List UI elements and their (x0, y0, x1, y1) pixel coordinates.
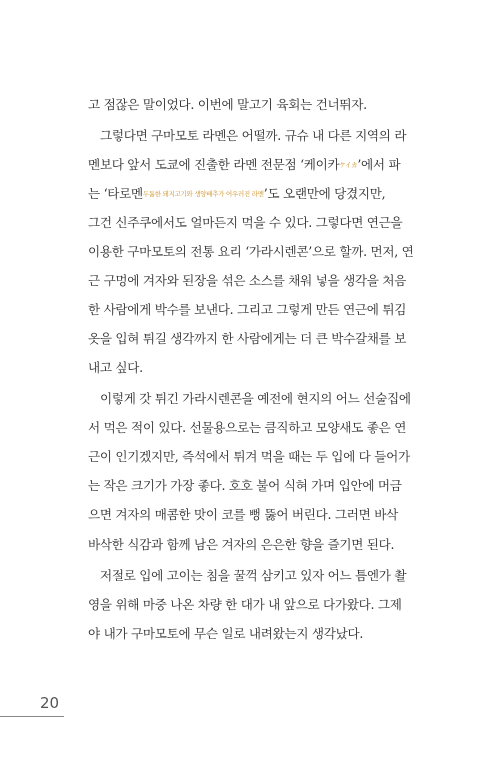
keika-reading-annotation: ケイカ (339, 161, 358, 169)
body-line: 저절로 입에 고이는 침을 꿀꺽 삼키고 있자 어느 틈엔가 촬 (100, 568, 407, 583)
body-line: 근이 인기겠지만, 즉석에서 튀겨 먹을 때는 두 입에 다 들어가 (88, 449, 410, 464)
body-line: 으면 겨자의 매콤한 맛이 코를 뻥 뚫어 버린다. 그러면 바삭 (88, 507, 398, 522)
body-line (88, 155, 414, 175)
body-line: 근 구멍에 겨자와 된장을 섞은 소스를 채워 넣을 생각을 처음 (88, 273, 407, 288)
page-number: 20 (40, 694, 60, 712)
body-text: ’에서 파 (357, 157, 401, 172)
body-text: 멘보다 앞서 도쿄에 진출한 라멘 전문점 ‘케이카 (88, 157, 340, 172)
body-line: 옷을 입혀 튀길 생각까지 한 사람에게는 더 큰 박수갈채를 보 (88, 331, 407, 346)
body-line: 그건 신주쿠에서도 얼마든지 먹을 수 있다. 그렇다면 연근을 (88, 215, 403, 230)
body-line: 영을 위해 마중 나온 차량 한 대가 내 앞으로 다가왔다. 그제 (88, 597, 402, 612)
body-text: ’도 오랜만에 당겼지만, (263, 186, 386, 201)
body-line (88, 184, 414, 204)
body-line: 내고 싶다. (88, 360, 143, 375)
body-line: 서 먹은 적이 있다. 선물용으로는 큼직하고 모양새도 좋은 연 (88, 420, 407, 435)
body-line: 이렇게 갓 튀긴 가라시렌콘을 예전에 현지의 어느 선술집에 (100, 391, 411, 406)
body-line: 한 사람에게 박수를 보낸다. 그리고 그렇게 만든 연근에 튀김 (88, 302, 407, 317)
body-text: 는 ‘타로멘 (88, 186, 143, 201)
body-line: 그렇다면 구마모토 라멘은 어떨까. 규슈 내 다른 지역의 라 (100, 128, 407, 143)
taromen-annotation: 두툼한 돼지고기와 생양배추가 어우러진 라멘 (142, 190, 264, 198)
body-line: 는 작은 크기가 가장 좋다. 호호 불어 식혀 가며 입안에 머금 (88, 478, 402, 493)
body-line: 이용한 구마모토의 전통 요리 ‘가라시렌콘’으로 할까. 먼저, 연 (88, 244, 414, 259)
body-line: 야 내가 구마모토에 무슨 일로 내려왔는지 생각났다. (88, 626, 364, 641)
footer-divider (0, 716, 64, 717)
body-line: 고 점잖은 말이었다. 이번에 말고기 육회는 건너뛰자. (88, 97, 367, 112)
body-line: 바삭한 식감과 함께 남은 겨자의 은은한 향을 즐기면 된다. (88, 537, 395, 552)
